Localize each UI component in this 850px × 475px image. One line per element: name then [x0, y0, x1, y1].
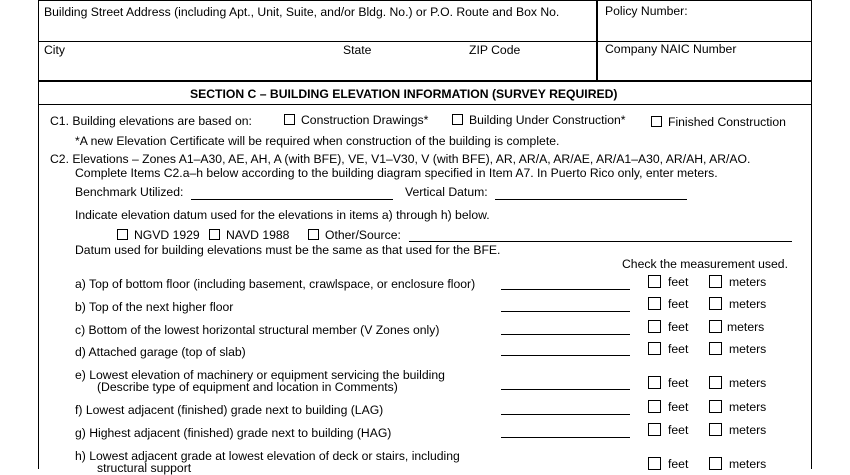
item-e-meters-label: meters	[729, 376, 767, 390]
item-h-label-detail: structural support	[97, 461, 192, 475]
item-c-feet-checkbox[interactable]	[648, 320, 661, 333]
item-a-meters-label: meters	[729, 275, 767, 289]
item-b-meters-label: meters	[729, 297, 767, 311]
other-source-checkbox[interactable]	[308, 229, 319, 240]
item-f-feet-checkbox[interactable]	[648, 400, 661, 413]
policy-number-label: Policy Number:	[605, 4, 688, 18]
header-bottom	[38, 80, 812, 82]
item-b-feet-checkbox[interactable]	[648, 297, 661, 310]
item-f-feet-label: feet	[668, 400, 689, 414]
border-right	[811, 0, 812, 469]
item-e-label: e) Lowest elevation of machinery or equipment servicing the building	[75, 368, 445, 382]
state-label: State	[343, 43, 372, 57]
item-f-value-field[interactable]	[501, 414, 630, 415]
policy-divider	[596, 0, 598, 80]
other-source-label: Other/Source:	[325, 228, 401, 242]
section-title-bottom	[38, 104, 812, 105]
measurement-heading: Check the measurement used.	[622, 257, 788, 271]
zip-label: ZIP Code	[469, 43, 521, 57]
item-g-value-field[interactable]	[501, 437, 630, 438]
item-c-label: c) Bottom of the lowest horizontal structural member (V Zones only)	[75, 323, 440, 337]
item-c-meters-label: meters	[727, 320, 765, 334]
finished-construction-label: Finished Construction	[668, 115, 786, 129]
c2-line2: Complete Items C2.a–h below according to the building diagram specified in Item A7. In Puerto Rico only, enter meters.	[75, 166, 718, 180]
item-a-label: a) Top of bottom floor (including basement, crawlspace, or enclosure floor)	[75, 277, 476, 291]
item-h-meters-label: meters	[729, 457, 767, 471]
navd-checkbox[interactable]	[209, 229, 220, 240]
item-a-feet-checkbox[interactable]	[648, 275, 661, 288]
item-b-label: b) Top of the next higher floor	[75, 300, 234, 314]
item-b-value-field[interactable]	[501, 311, 630, 312]
item-d-meters-checkbox[interactable]	[709, 342, 722, 355]
item-e-meters-checkbox[interactable]	[709, 376, 722, 389]
ngvd-checkbox[interactable]	[117, 229, 128, 240]
item-e-label-detail: (Describe type of equipment and location in Comments)	[97, 380, 398, 394]
item-b-feet-label: feet	[668, 297, 689, 311]
item-e-value-field[interactable]	[501, 389, 630, 390]
row-divider	[38, 41, 596, 42]
c1-note: *A new Elevation Certificate will be required when construction of the building is complete.	[75, 134, 560, 148]
item-f-meters-label: meters	[729, 400, 767, 414]
item-a-meters-checkbox[interactable]	[709, 275, 722, 288]
ngvd-label: NGVD 1929	[134, 228, 200, 242]
construction-drawings-label: Construction Drawings*	[301, 113, 429, 127]
item-d-value-field[interactable]	[501, 355, 630, 356]
datum-note: Datum used for building elevations must be the same as that used for the BFE.	[75, 243, 501, 257]
item-h-feet-checkbox[interactable]	[648, 457, 661, 470]
item-a-value-field[interactable]	[501, 289, 630, 290]
item-g-meters-checkbox[interactable]	[709, 423, 722, 436]
under-construction-checkbox[interactable]	[452, 114, 463, 125]
item-d-feet-checkbox[interactable]	[648, 342, 661, 355]
c1-label: C1. Building elevations are based on:	[50, 114, 252, 128]
border-left	[38, 0, 39, 469]
benchmark-field[interactable]	[191, 199, 393, 200]
item-f-meters-checkbox[interactable]	[709, 400, 722, 413]
item-g-meters-label: meters	[729, 423, 767, 437]
c2-line1: C2. Elevations – Zones A1–A30, AE, AH, A (with BFE), VE, V1–V30, V (with BFE), AR, AR/A, AR/AE, AR/A1–A30, AR/AH, AR/AO.	[50, 152, 751, 166]
item-d-feet-label: feet	[668, 342, 689, 356]
under-construction-label: Building Under Construction*	[469, 113, 626, 127]
other-source-field[interactable]	[409, 241, 792, 242]
item-f-label: f) Lowest adjacent (finished) grade next to building (LAG)	[75, 403, 384, 417]
item-h-meters-checkbox[interactable]	[709, 457, 722, 470]
city-label: City	[44, 43, 65, 57]
item-h-feet-label: feet	[668, 457, 689, 471]
item-c-meters-checkbox[interactable]	[709, 320, 722, 333]
item-d-meters-label: meters	[729, 342, 767, 356]
item-e-feet-checkbox[interactable]	[648, 376, 661, 389]
item-e-feet-label: feet	[668, 376, 689, 390]
item-d-label: d) Attached garage (top of slab)	[75, 345, 246, 359]
benchmark-label: Benchmark Utilized:	[75, 185, 184, 199]
naic-label: Company NAIC Number	[605, 42, 737, 56]
navd-label: NAVD 1988	[226, 228, 290, 242]
vertical-datum-field[interactable]	[495, 199, 687, 200]
item-c-value-field[interactable]	[501, 334, 630, 335]
item-h-label: h) Lowest adjacent grade at lowest elevation of deck or stairs, including	[75, 449, 460, 463]
item-c-feet-label: feet	[668, 320, 689, 334]
datum-instruction: Indicate elevation datum used for the elevations in items a) through h) below.	[75, 208, 490, 222]
border-top	[38, 0, 812, 1]
finished-construction-checkbox[interactable]	[651, 116, 662, 127]
construction-drawings-checkbox[interactable]	[284, 114, 295, 125]
vertical-datum-label: Vertical Datum:	[405, 185, 488, 199]
section-c-title: SECTION C – BUILDING ELEVATION INFORMATION (SURVEY REQUIRED)	[190, 87, 618, 101]
item-a-feet-label: feet	[668, 275, 689, 289]
street-address-label: Building Street Address (including Apt., Unit, Suite, and/or Bldg. No.) or P.O. Route and Box No.	[44, 5, 560, 19]
item-b-meters-checkbox[interactable]	[709, 297, 722, 310]
item-g-feet-checkbox[interactable]	[648, 423, 661, 436]
item-g-label: g) Highest adjacent (finished) grade next to building (HAG)	[75, 426, 392, 440]
item-g-feet-label: feet	[668, 423, 689, 437]
